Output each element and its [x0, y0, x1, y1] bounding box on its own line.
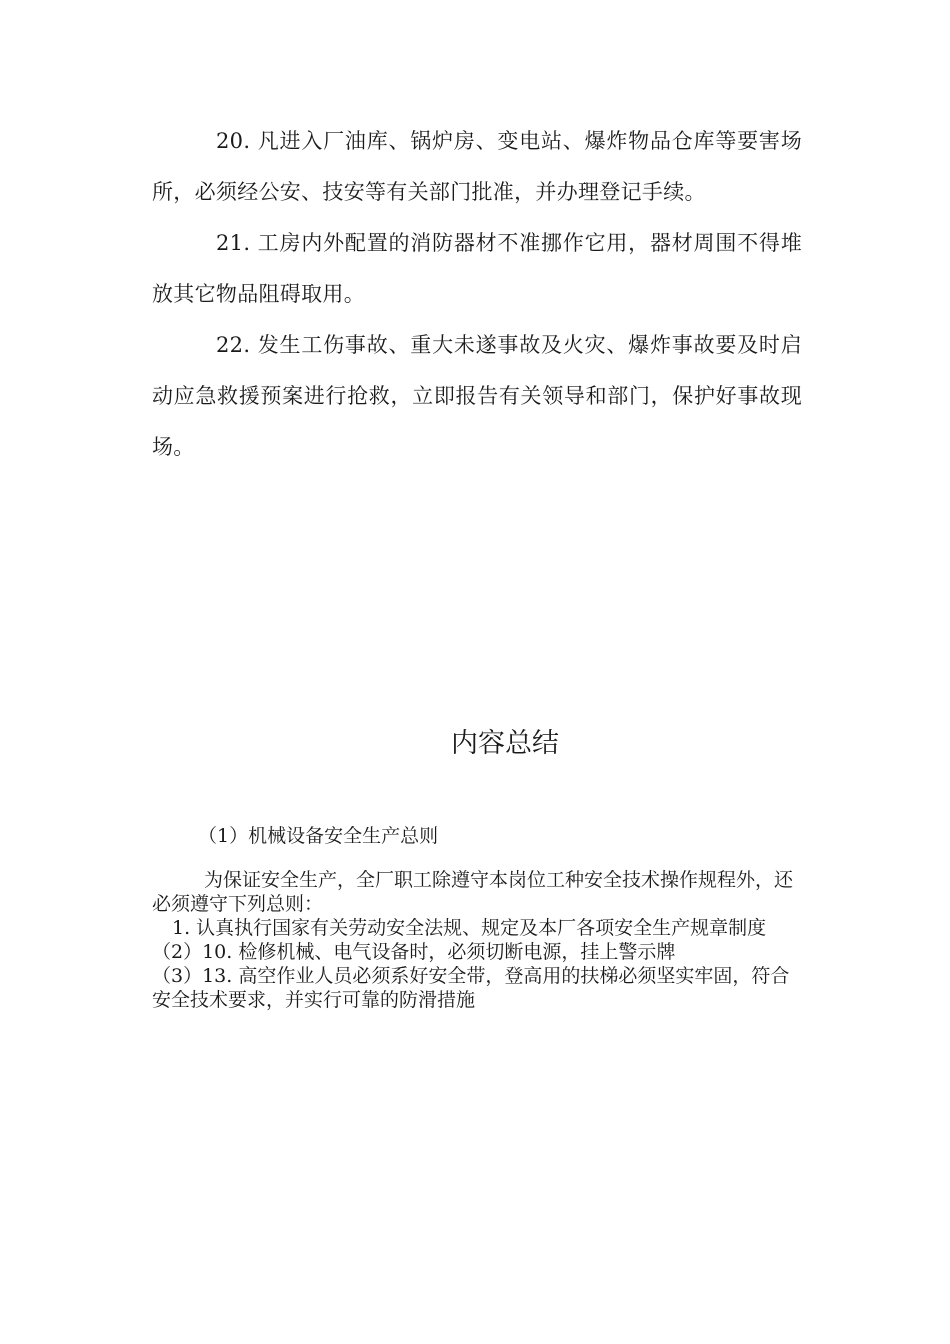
clause-21: 21. 工房内外配置的消防器材不准挪作它用，器材周围不得堆放其它物品阻碍取用。 [152, 231, 802, 306]
summary-item: （2）10. 检修机械、电气设备时，必须切断电源，挂上警示牌 [152, 941, 676, 963]
summary-intro: 为保证安全生产，全厂职工除遵守本岗位工种安全技术操作规程外，还必须遵守下列总则： [152, 869, 794, 915]
summary-section [152, 824, 802, 1012]
summary-item: （3）13. 高空作业人员必须系好安全带，登高用的扶梯必须坚实牢固，符合安全技术要求，并实行可靠的防滑措施 [152, 965, 790, 1011]
clause-20: 20. 凡进入厂油库、锅炉房、变电站、爆炸物品仓库等要害场所，必须经公安、技安等有关部门批准，并办理登记手续。 [152, 129, 802, 204]
summary-heading: （1）机械设备安全生产总则 [198, 825, 439, 847]
summary-title: 内容总结 [451, 728, 559, 759]
clause-list [152, 116, 802, 473]
summary-item: 1. 认真执行国家有关劳动安全法规、规定及本厂各项安全生产规章制度 [172, 917, 767, 939]
clause-22: 22. 发生工伤事故、重大未遂事故及火灾、爆炸事故要及时启动应急救援预案进行抢救，立即报告有关领导和部门，保护好事故现场。 [152, 333, 802, 459]
